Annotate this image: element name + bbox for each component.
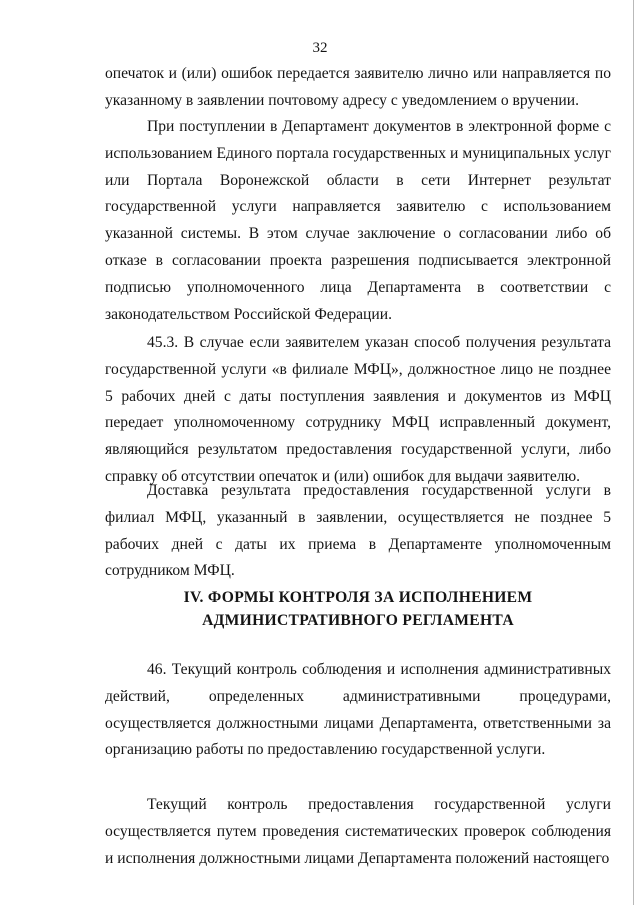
paragraph-46: 46. Текущий контроль соблюдения и исполнения административных действий, определенных административными процедурами, осуществляется должностными лицами Департамента, ответственными за организацию работы по предоставлению государственной услуги.: [105, 661, 611, 759]
page-edge-line: [633, 0, 634, 905]
paragraph-current-control: Текущий контроль предоставления государственной услуги осуществляется путем проведения систематических проверок соблюдения и исполнения должностными лицами Департамента положений настоящего: [105, 796, 611, 867]
paragraph-electronic-result: При поступлении в Департамент документов в электронной форме с использованием Единого портала государственных и муниципальных услуг или Портала Воронежской области в сети Интернет результат государственной услуги направляется заявителю с использованием указанной системы. В этом случае заключение о согласовании либо об отказе в согласовании проекта разрешения подписывается электронной подписью уполномоченного лица Департамента в соответствии с законодательством Российской Федерации.: [105, 118, 611, 323]
page-number: 32: [312, 40, 328, 56]
section-heading-line-1: IV. ФОРМЫ КОНТРОЛЯ ЗА ИСПОЛНЕНИЕМ: [183, 589, 533, 606]
paragraph-delivery: Доставка результата предоставления государственной услуги в филиал МФЦ, указанный в заявлении, осуществляется не позднее 5 рабочих дней с даты их приема в Департаменте уполномоченным сотрудником МФЦ.: [105, 482, 611, 580]
paragraph-continuation: опечаток и (или) ошибок передается заявителю лично или направляется по указанному в заявлении почтовому адресу с уведомлением о вручении.: [105, 65, 611, 109]
section-heading-line-2: АДМИНИСТРАТИВНОГО РЕГЛАМЕНТА: [202, 612, 514, 629]
paragraph-45-3: 45.3. В случае если заявителем указан способ получения результата государственной услуги «в филиале МФЦ», должностное лицо не позднее 5 рабочих дней с даты поступления заявления и документов из МФЦ передает уполномоченному сотруднику МФЦ исправленный документ, являющийся результатом предоставления государственной услуги, либо справку об отсутствии опечаток и (или) ошибок для выдачи заявителю.: [105, 334, 611, 485]
